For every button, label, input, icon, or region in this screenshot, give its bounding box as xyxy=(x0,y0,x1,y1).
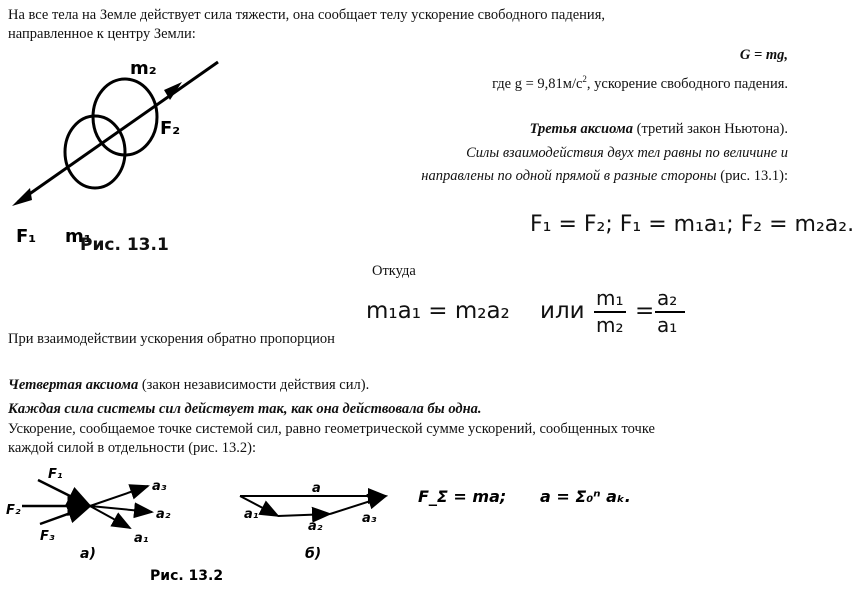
gravity-formula: G = mg, xyxy=(739,47,788,63)
ratio-frac-num-left: m₁ xyxy=(596,286,624,310)
fig13-2-label-b: б) xyxy=(305,546,322,562)
fig13-2b-acc-a2 xyxy=(278,514,330,516)
third-axiom-heading xyxy=(530,120,788,138)
gravity-explanation-suffix: , ускорение свободного падения. xyxy=(586,75,788,92)
third-axiom-ref: (рис. 13.1): xyxy=(716,168,788,184)
ratio-formula-left: m₁a₁ = m₂a₂ xyxy=(366,298,510,324)
fig13-2b-acc-a3 xyxy=(330,496,386,514)
fig13-2a-label-f1: F₁ xyxy=(48,467,63,482)
fig13-2b-label-a1: a₁ xyxy=(244,507,259,522)
third-axiom-statement-1: Силы взаимодействия двух тел равны по величине и xyxy=(466,145,788,161)
third-axiom-statement-2-text: направлены по одной прямой в разные стороны xyxy=(421,168,717,184)
fig13-2a-force-f3 xyxy=(40,506,90,524)
fourth-axiom-title-suffix: (закон независимости действия сил). xyxy=(138,377,370,393)
third-axiom-formula: F₁ = F₂; F₁ = m₁a₁; F₂ = m₂a₂. xyxy=(530,212,854,237)
third-axiom-title-suffix: (третий закон Ньютона). xyxy=(632,121,788,137)
ratio-frac-den-right: a₁ xyxy=(657,313,678,337)
fig13-2a-force-f1 xyxy=(38,480,90,506)
fig13-2a-label-a3: a₃ xyxy=(152,479,167,494)
gravity-explanation-prefix: где g = 9,81м/с xyxy=(492,75,583,92)
ratio-frac-den-left: m₂ xyxy=(596,313,624,337)
fig13-2b-label-a3: a₃ xyxy=(362,511,377,526)
fourth-axiom-heading xyxy=(8,376,369,394)
fig13-2-caption: Рис. 13.2 xyxy=(150,568,224,584)
fig13-2b-label-a2: a₂ xyxy=(308,519,323,534)
fig13-1-label-f1: F₁ xyxy=(16,226,37,247)
fig13-2a-label-a1: a₁ xyxy=(134,531,149,546)
fig13-2a-label-a2: a₂ xyxy=(156,507,171,522)
gravity-exp-sup: 2 xyxy=(582,74,587,84)
fourth-axiom-title: Четвертая аксиома xyxy=(8,377,139,393)
ratio-formula xyxy=(360,286,700,338)
figure-13-1 xyxy=(0,52,225,262)
fig13-2a-acc-a3 xyxy=(90,486,148,506)
whence-label: Откуда xyxy=(372,263,416,279)
fig13-2-formula-2: a = Σ₀ⁿ aₖ. xyxy=(540,487,631,506)
fourth-axiom-text-2: каждой силой в отдельности (рис. 13.2): xyxy=(8,440,256,456)
fig13-2-label-a: а) xyxy=(80,546,96,562)
third-axiom-statement-2 xyxy=(421,167,788,185)
fig13-1-label-f2: F₂ xyxy=(160,118,181,139)
ratio-eq: = xyxy=(635,298,655,324)
gravity-explanation xyxy=(492,70,788,93)
fig13-2-formula-1: F_Σ = ma; xyxy=(418,487,507,506)
figure-13-2 xyxy=(0,462,660,592)
inverse-text: При взаимодействии ускорения обратно пропорцион xyxy=(8,331,335,347)
third-axiom-title: Третья аксиома xyxy=(529,121,633,137)
ratio-formula-or: или xyxy=(540,298,585,324)
intro-line-1: На все тела на Земле действует сила тяжести, она сообщает телу ускорение свободного падения, xyxy=(8,7,605,23)
fourth-axiom-text-1: Ускорение, сообщаемое точке системой сил, равно геометрической сумме ускорений, сообщенных точке xyxy=(8,421,655,437)
fig13-2a-label-f2: F₂ xyxy=(6,503,21,518)
fig13-1-label-m2: m₂ xyxy=(130,58,157,79)
intro-line-2: направленное к центру Земли: xyxy=(8,26,196,42)
fig13-1-caption: Рис. 13.1 xyxy=(80,235,169,255)
fourth-axiom-bold-statement: Каждая сила системы сил действует так, как она действовала бы одна. xyxy=(8,401,482,417)
ratio-frac-num-right: a₂ xyxy=(657,286,678,310)
fig13-2b-label-a: a xyxy=(312,481,321,496)
fig13-1-label-m1: m₁ xyxy=(65,226,92,247)
fig13-2a-label-f3: F₃ xyxy=(40,529,55,544)
